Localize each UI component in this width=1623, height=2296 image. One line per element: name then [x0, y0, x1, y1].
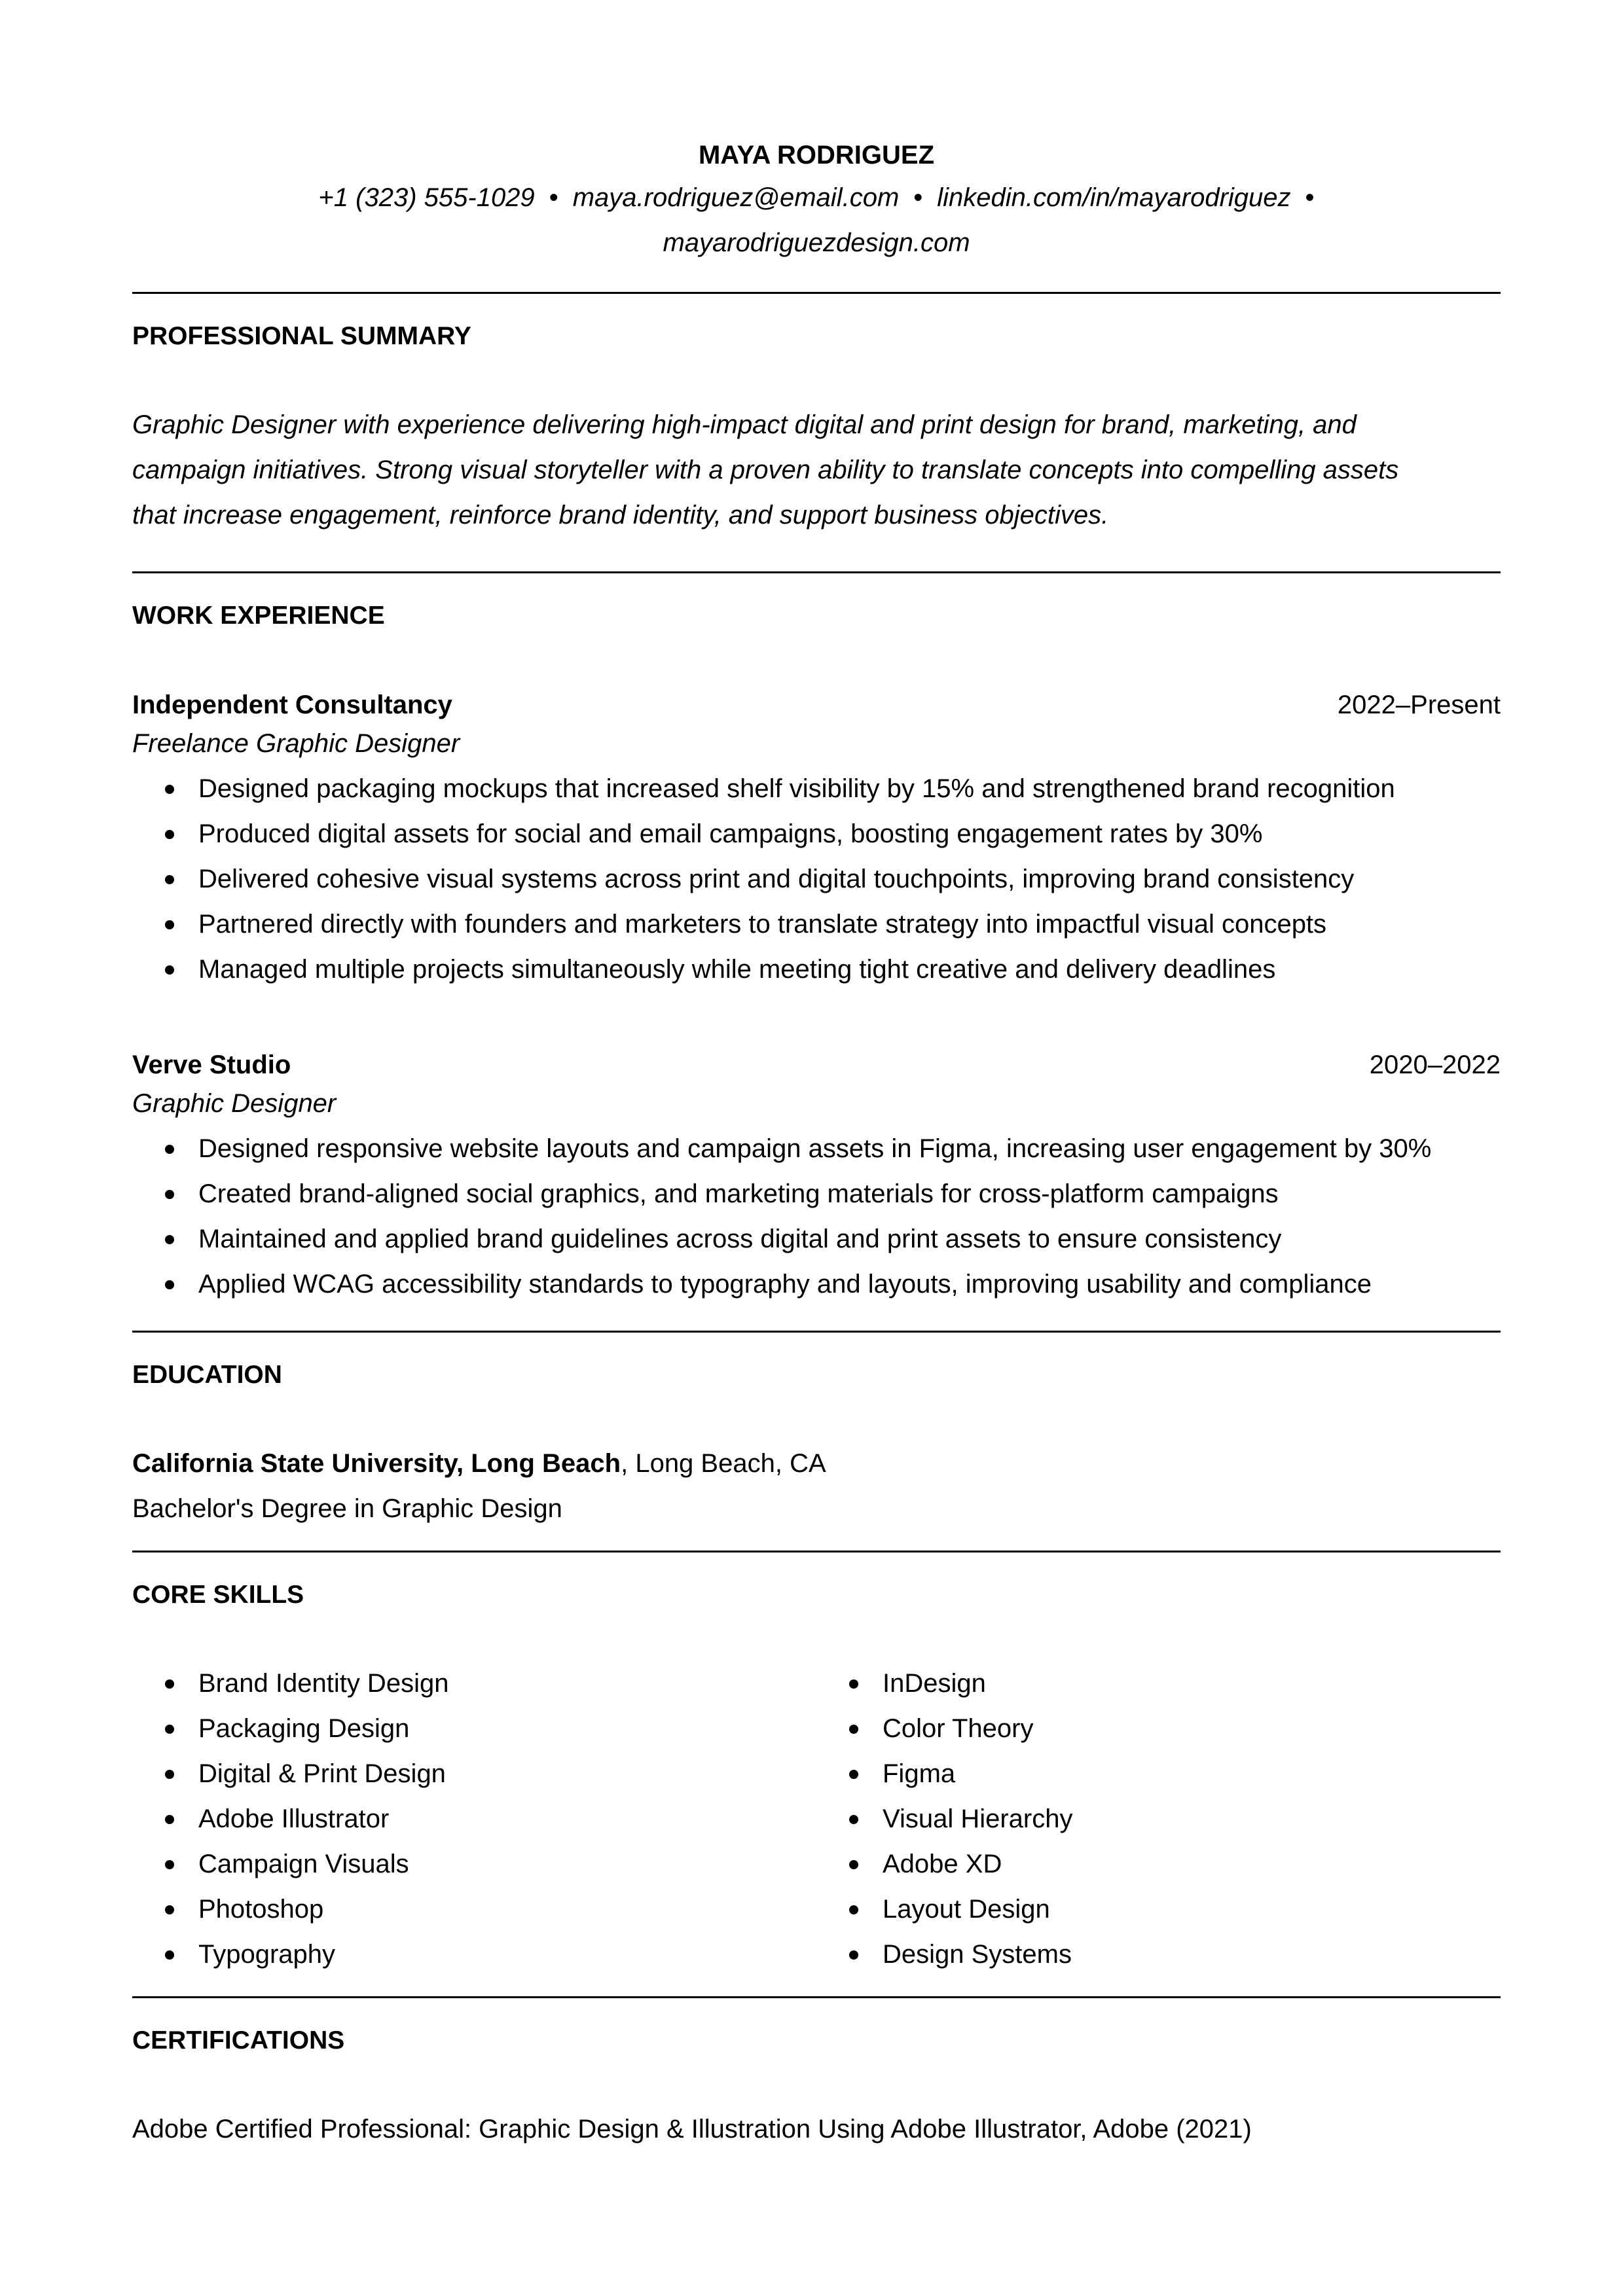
skill-text: Visual Hierarchy: [883, 1804, 1073, 1833]
bullet-icon: [165, 1280, 174, 1289]
skill-text: Design Systems: [883, 1940, 1072, 1969]
list-item: [165, 902, 1501, 947]
certification-item: Adobe Certified Professional: Graphic Design & Illustration Using Adobe Illustrator, Adobe (2021): [132, 2115, 1252, 2144]
summary-line: that increase engagement, reinforce brand identity, and support business objectives.: [132, 501, 1109, 529]
resume-page: [132, 0, 1501, 2152]
website-url: mayarodriguezdesign.com: [663, 228, 970, 257]
email-address: maya.rodriguez@email.com: [572, 183, 900, 212]
summary-text: [132, 403, 1501, 538]
list-item: [165, 857, 1501, 902]
bullet-icon: [165, 1770, 174, 1779]
job-entry: [132, 1049, 1501, 1307]
list-item: [165, 1797, 816, 1842]
list-item: [165, 1661, 816, 1706]
list-item: [165, 1887, 816, 1932]
resume-header: [132, 0, 1501, 266]
bullet-text: Created brand-aligned social graphics, and marketing materials for cross-platform campaigns: [198, 1179, 1279, 1208]
list-item: [849, 1932, 1501, 1977]
bullet-text: Managed multiple projects simultaneously while meeting tight creative and delivery deadlines: [198, 955, 1276, 984]
bullet-text: Delivered cohesive visual systems across print and digital touchpoints, improving brand consistency: [198, 865, 1355, 893]
skill-text: Typography: [198, 1940, 336, 1969]
job-bullets: [132, 1126, 1501, 1307]
section-divider: [132, 292, 1501, 294]
bullet-icon: [165, 875, 174, 884]
bullet-icon: [165, 1815, 174, 1824]
bullet-icon: [165, 830, 174, 839]
bullet-icon: [165, 785, 174, 794]
bullet-text: Partnered directly with founders and marketers to translate strategy into impactful visual concepts: [198, 910, 1327, 939]
bullet-icon: [849, 1725, 858, 1734]
list-item: [165, 1262, 1501, 1307]
list-item: [165, 1217, 1501, 1262]
bullet-icon: [849, 1815, 858, 1824]
bullet-icon: [849, 1860, 858, 1869]
bullet-icon: [165, 1725, 174, 1734]
bullet-text: Maintained and applied brand guidelines across digital and print assets to ensure consistency: [198, 1225, 1282, 1253]
skills-right-column: [816, 1661, 1501, 1977]
list-item: [165, 947, 1501, 992]
bullet-icon: [165, 1235, 174, 1244]
list-item: [849, 1842, 1501, 1887]
job-dates: 2020–2022: [1369, 1050, 1501, 1079]
skill-text: Adobe XD: [883, 1850, 1002, 1878]
job-dates: 2022–Present: [1337, 691, 1501, 719]
summary-line: campaign initiatives. Strong visual storyteller with a proven ability to translate concepts into compelling assets: [132, 456, 1399, 484]
list-item: [849, 1887, 1501, 1932]
separator-bullet: •: [913, 183, 923, 212]
company-name: Verve Studio: [132, 1050, 291, 1079]
phone-number: +1 (323) 555-1029: [318, 183, 535, 212]
section-divider: [132, 1551, 1501, 1552]
bullet-icon: [165, 1860, 174, 1869]
candidate-name: MAYA RODRIGUEZ: [698, 141, 935, 170]
list-item: [849, 1797, 1501, 1842]
skill-text: Digital & Print Design: [198, 1759, 446, 1788]
job-role: Freelance Graphic Designer: [132, 729, 460, 758]
summary-line: Graphic Designer with experience delivering high-impact digital and print design for brand, marketing, and: [132, 410, 1357, 439]
list-item: [849, 1751, 1501, 1797]
bullet-text: Designed packaging mockups that increased shelf visibility by 15% and strengthened brand recognition: [198, 774, 1395, 803]
section-title-education: EDUCATION: [132, 1361, 282, 1389]
separator-bullet: •: [549, 183, 558, 212]
skill-text: Packaging Design: [198, 1714, 410, 1743]
bullet-icon: [165, 1145, 174, 1154]
skill-text: Campaign Visuals: [198, 1850, 409, 1878]
skill-text: Color Theory: [883, 1714, 1034, 1743]
list-item: [165, 1706, 816, 1751]
website-line: [132, 221, 1501, 266]
section-title-summary: PROFESSIONAL SUMMARY: [132, 322, 471, 350]
degree: Bachelor's Degree in Graphic Design: [132, 1494, 562, 1523]
school-name: California State University, Long Beach: [132, 1449, 621, 1478]
section-title-certifications: CERTIFICATIONS: [132, 2026, 345, 2054]
skill-text: Figma: [883, 1759, 956, 1788]
job-header: [132, 1049, 1501, 1081]
section-title-skills: CORE SKILLS: [132, 1581, 304, 1609]
bullet-icon: [849, 1950, 858, 1960]
section-title-experience: WORK EXPERIENCE: [132, 601, 385, 630]
skills-left-column: [132, 1661, 816, 1977]
list-item: [849, 1706, 1501, 1751]
experience-section: [132, 600, 1501, 1307]
certifications-section: [132, 2024, 1501, 2152]
skills-section: [132, 1579, 1501, 1977]
skill-text: InDesign: [883, 1669, 986, 1698]
list-item: [165, 1751, 816, 1797]
bullet-icon: [165, 965, 174, 975]
bullet-text: Applied WCAG accessibility standards to typography and layouts, improving usability and compliance: [198, 1270, 1372, 1299]
list-item: [165, 1126, 1501, 1172]
section-divider: [132, 1996, 1501, 1998]
skill-text: Adobe Illustrator: [198, 1804, 390, 1833]
bullet-icon: [165, 920, 174, 929]
school-location: , Long Beach, CA: [621, 1449, 826, 1478]
list-item: [165, 766, 1501, 812]
skill-text: Brand Identity Design: [198, 1669, 449, 1698]
job-entry: [132, 689, 1501, 992]
list-item: [165, 812, 1501, 857]
job-role: Graphic Designer: [132, 1089, 337, 1118]
contact-line: [132, 175, 1501, 221]
bullet-text: Produced digital assets for social and email campaigns, boosting engagement rates by 30%: [198, 819, 1263, 848]
bullet-icon: [849, 1905, 858, 1914]
bullet-icon: [849, 1770, 858, 1779]
skill-text: Layout Design: [883, 1895, 1050, 1924]
list-item: [165, 1842, 816, 1887]
list-item: [165, 1932, 816, 1977]
education-section: [132, 1359, 1501, 1532]
bullet-icon: [849, 1679, 858, 1689]
summary-section: [132, 320, 1501, 538]
job-header: [132, 689, 1501, 721]
skills-columns: [132, 1661, 1501, 1977]
section-divider: [132, 571, 1501, 573]
school-line: [132, 1441, 1501, 1486]
skill-text: Photoshop: [198, 1895, 324, 1924]
list-item: [165, 1172, 1501, 1217]
bullet-icon: [165, 1905, 174, 1914]
section-divider: [132, 1331, 1501, 1333]
linkedin-url: linkedin.com/in/mayarodriguez: [937, 183, 1291, 212]
separator-bullet: •: [1305, 183, 1315, 212]
job-bullets: [132, 766, 1501, 992]
list-item: [849, 1661, 1501, 1706]
bullet-icon: [165, 1679, 174, 1689]
bullet-icon: [165, 1950, 174, 1960]
company-name: Independent Consultancy: [132, 691, 452, 719]
bullet-text: Designed responsive website layouts and campaign assets in Figma, increasing user engagement by 30%: [198, 1134, 1432, 1163]
bullet-icon: [165, 1190, 174, 1199]
